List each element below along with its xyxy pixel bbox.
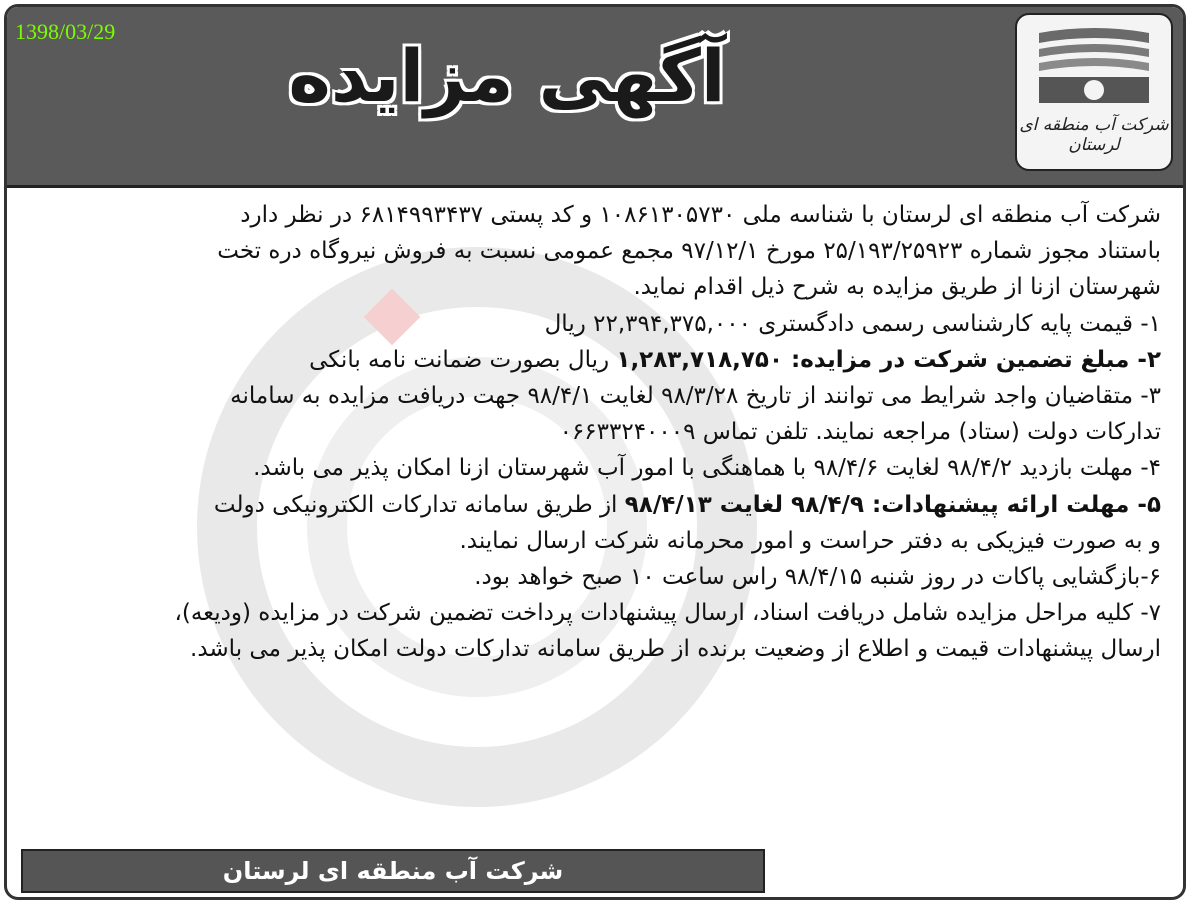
- item-2-bold: ۲- مبلغ تضمین شرکت در مزایده: ۱,۲۸۳,۷۱۸,۷۵۰: [616, 346, 1161, 373]
- item-5-bold: ۵- مهلت ارائه پیشنهادات: ۹۸/۴/۹ لغایت ۹۸/۴/۱۳: [624, 491, 1161, 518]
- item-6: ۶-بازگشایی پاکات در روز شنبه ۹۸/۴/۱۵ راس ساعت ۱۰ صبح خواهد بود.: [474, 564, 1161, 591]
- footer-company-name: شرکت آب منطقه ای لرستان: [21, 849, 765, 893]
- item-3-line-1: ۳- متقاضیان واجد شرایط می توانند از تاریخ ۹۸/۳/۲۸ لغایت ۹۸/۴/۱ جهت دریافت مزایده به سامانه: [230, 383, 1161, 410]
- logo-caption: شرکت آب منطقه ای لرستان: [1019, 115, 1169, 155]
- item-4: ۴- مهلت بازدید ۹۸/۴/۲ لغایت ۹۸/۴/۶ با هماهنگی با امور آب شهرستان ازنا امکان پذیر می باشد.: [253, 455, 1161, 482]
- item-7-line-1: ۷- کلیه مراحل مزایده شامل دریافت اسناد، ارسال پیشنهادات پرداخت تضمین شرکت در مزایده (ودیعه)،: [174, 600, 1161, 627]
- water-wave-logo-icon: [1039, 25, 1149, 105]
- item-1: ۱- قیمت پایه کارشناسی رسمی دادگستری ۲۲,۳۹۴,۳۷۵,۰۰۰ ریال: [544, 310, 1161, 337]
- notice-body: [43, 197, 1161, 668]
- item-5-rest: از طریق سامانه تدارکات الکترونیکی دولت: [213, 491, 625, 518]
- item-7-line-2: ارسال پیشنهادات قیمت و اطلاع از وضعیت برنده از طریق سامانه تدارکات دولت امکان پذیر می باشد.: [190, 636, 1161, 663]
- item-3-line-2: تدارکات دولت (ستاد) مراجعه نمایند. تلفن تماس ۰۶۶۳۳۲۴۰۰۰۹: [559, 419, 1161, 446]
- notice-frame: [4, 4, 1186, 900]
- item-5: [43, 487, 1161, 523]
- notice-header: [7, 7, 1183, 188]
- item-2-rest: ریال بصورت ضمانت نامه بانکی: [309, 346, 617, 373]
- notice-title: آگهی مزایده: [288, 34, 726, 118]
- intro-line-2: باستناد مجوز شماره ۲۵/۱۹۳/۲۵۹۲۳ مورخ ۹۷/۱۲/۱ مجمع عمومی نسبت به فروش نیروگاه دره تخت: [217, 238, 1161, 265]
- intro-line-1: شرکت آب منطقه ای لرستان با شناسه ملی ۱۰۸۶۱۳۰۵۷۳۰ و کد پستی ۶۸۱۴۹۹۳۴۳۷ در نظر دارد: [240, 202, 1161, 228]
- intro-line-3: شهرستان ازنا از طریق مزایده به شرح ذیل اقدام نماید.: [633, 274, 1161, 301]
- company-logo: [1015, 13, 1173, 171]
- notice-date: 1398/03/29: [15, 19, 116, 44]
- item-2: [43, 342, 1161, 378]
- item-5-line-2: و به صورت فیزیکی به دفتر حراست و امور محرمانه شرکت ارسال نمایند.: [459, 527, 1161, 554]
